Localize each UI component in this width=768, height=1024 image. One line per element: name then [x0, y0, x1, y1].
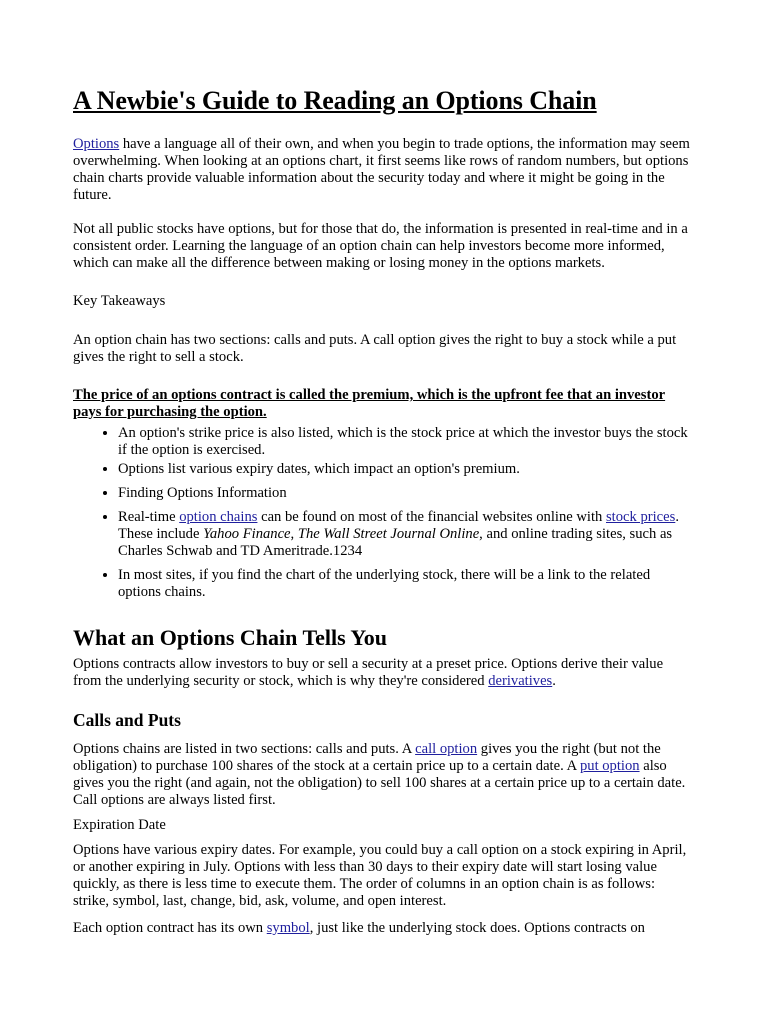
list-item-text: ,: [290, 526, 298, 542]
paragraph-text: Each option contract has its own: [73, 920, 267, 936]
list-item-text: . These include: [118, 509, 679, 542]
paragraph-text: Options contracts allow investors to buy or sell a security at a preset price. Options derive their value from the underlying security or stock, which is why they're considered: [73, 656, 664, 689]
section-heading-calls-puts: Calls and Puts: [73, 710, 181, 730]
list-item-text: , and online trading sites, such as Charles Schwab and TD Ameritrade.1234: [118, 526, 673, 559]
paragraph-text: .: [552, 673, 556, 689]
paragraph-text: , just like the underlying stock does. Options contracts on: [309, 920, 645, 936]
takeaways-list: [73, 425, 693, 601]
paragraph-public-stocks: Not all public stocks have options, but for those that do, the information is presented in real-time and in a consistent order. Learning the language of an option chain can help investors become more informed, which can make all the difference between making or losing money in the options markets.: [73, 221, 688, 271]
page-title: A Newbie's Guide to Reading an Options Chain: [73, 86, 597, 115]
premium-highlight: The price of an options contract is called the premium, which is the upfront fee that an investor pays for purchasing the option.: [73, 387, 666, 420]
paragraph-options-contracts: [73, 656, 693, 690]
key-takeaways-label: Key Takeaways: [73, 293, 166, 309]
list-item: • Options list various expiry dates, which impact an option's premium.: [118, 461, 693, 478]
call-option-link[interactable]: call option: [415, 741, 478, 757]
paragraph-symbol: [73, 920, 693, 937]
section-heading-options-chain: What an Options Chain Tells You: [73, 625, 388, 650]
paragraph-expiry: Options have various expiry dates. For example, you could buy a call option on a stock expiring in April, or another expiring in July. Options with less than 30 days to their expiry date will start losing value quickly, as there is less time to execute them. The order of columns in an option chain is as follows: strike, symbol, last, change, bid, ask, volume, and open interest.: [73, 842, 687, 909]
put-option-link[interactable]: put option: [579, 758, 640, 774]
stock-prices-link[interactable]: stock prices: [606, 509, 676, 525]
expiration-date-label: Expiration Date: [73, 817, 166, 833]
list-item-text: Real-time: [118, 509, 180, 525]
paragraph-text: Options chains are listed in two sections: calls and puts. A: [73, 741, 416, 757]
intro-paragraph: [73, 136, 693, 204]
yahoo-finance-text: Yahoo Finance: [203, 526, 291, 542]
list-item: • Finding Options Information: [118, 485, 693, 502]
paragraph-text: also gives you the right (and again, not the obligation) to sell 100 shares at a certain price up to a certain date. Call options are always listed first.: [73, 758, 686, 808]
list-item-text: can be found on most of the financial websites online with: [257, 509, 606, 525]
list-item: [118, 509, 693, 560]
option-chains-link[interactable]: option chains: [179, 509, 258, 525]
list-item: • In most sites, if you find the chart of the underlying stock, there will be a link to the related options chains.: [118, 567, 693, 601]
paragraph-two-sections: An option chain has two sections: calls and puts. A call option gives the right to buy a stock while a put gives the right to sell a stock.: [73, 332, 677, 365]
intro-text: have a language all of their own, and when you begin to trade options, the information may seem overwhelming. When looking at an options chart, it first seems like rows of random numbers, but options chain charts provide valuable information about the security today and where it might be going in the future.: [73, 136, 690, 203]
list-item: • An option's strike price is also listed, which is the stock price at which the investor buys the stock if the option is exercised.: [118, 425, 693, 459]
paragraph-calls-puts: [73, 741, 693, 809]
derivatives-link[interactable]: derivatives: [488, 673, 553, 689]
symbol-link[interactable]: symbol: [266, 920, 310, 936]
options-link[interactable]: Options: [73, 136, 120, 152]
paragraph-text: gives you the right (but not the obligation) to purchase 100 shares of the stock at a certain price up to a certain date. A: [73, 741, 661, 774]
wsj-text: The Wall Street Journal Online: [297, 526, 480, 542]
document-page: [73, 80, 693, 937]
